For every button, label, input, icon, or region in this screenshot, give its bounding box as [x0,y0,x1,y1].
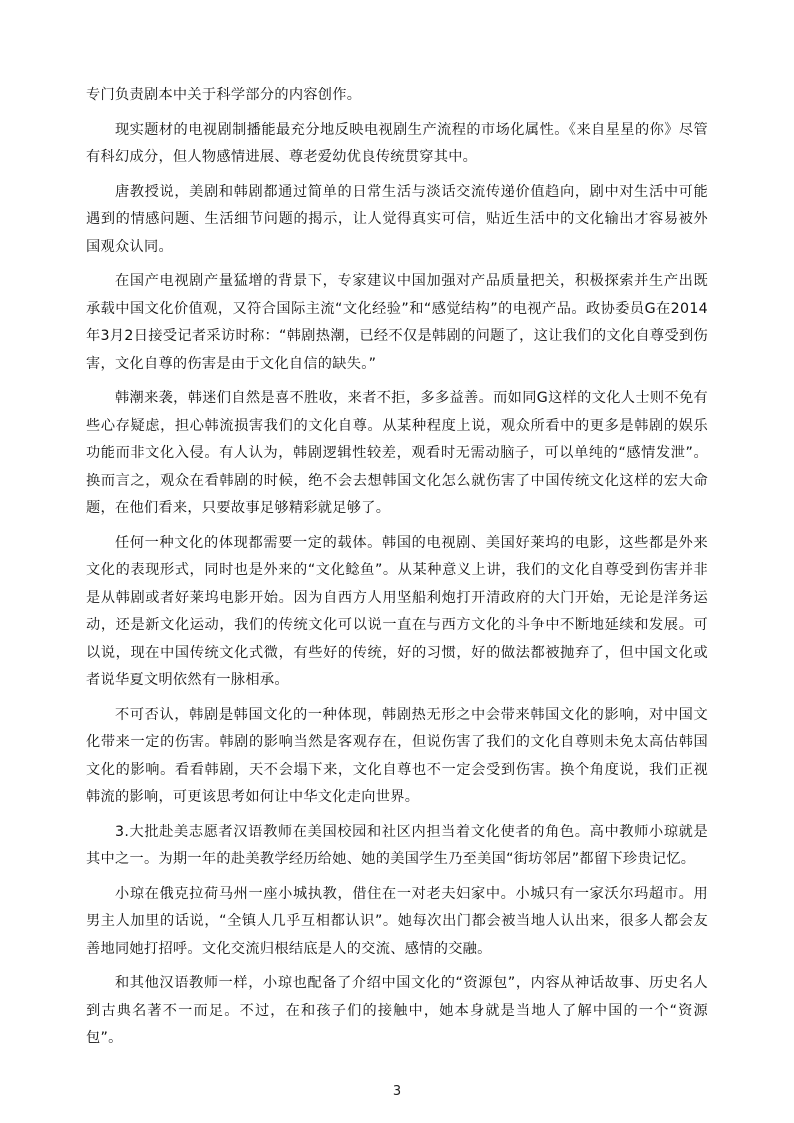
paragraph: 不可否认，韩剧是韩国文化的一种体现，韩剧热无形之中会带来韩国文化的影响，对中国文化带来一定的伤害。韩剧的影响当然是客观存在，但说伤害了我们的文化自尊则未免太高估韩国文化的影响。看看韩剧，天不会塌下来，文化自尊也不一定会受到伤害。换个角度说，我们正视韩流的影响，可更该思考如何让中华文化走向世界。 [86,706,708,805]
page-number: 3 [392,1084,402,1099]
paragraph: 现实题材的电视剧制播能最充分地反映电视剧生产流程的市场化属性。《来自星星的你》尽管有科幻成分，但人物感情进展、尊老爱幼优良传统贯穿其中。 [86,121,708,165]
paragraph: 韩潮来袭，韩迷们自然是喜不胜收，来者不拒，多多益善。而如同G这样的文化人士则不免有些心存疑虑，担心韩流损害我们的文化自尊。从某种程度上说，观众所看中的更多是韩剧的娱乐功能而非文化入侵。有人认为，韩剧逻辑性较差，观看时无需动脑子，可以单纯的“感情发泄”。换而言之，观众在看韩剧的时候，绝不会去想韩国文化怎么就伤害了中国传统文化这样的宏大命题，在他们看来，只要故事足够精彩就足够了。 [86,390,708,516]
paragraph: 3.大批赴美志愿者汉语教师在美国校园和社区内担当着文化使者的角色。高中教师小琼就是其中之一。为期一年的赴美教学经历给她、她的美国学生乃至美国“街坊邻居”都留下珍贵记忆。 [86,823,708,867]
document-body [86,82,708,1060]
paragraph: 唐教授说，美剧和韩剧都通过简单的日常生活与淡话交流传递价值趋向，剧中对生活中可能遇到的情感问题、生活细节问题的揭示，让人觉得真实可信，贴近生活中的文化输出才容易被外国观众认同。 [86,183,708,255]
paragraph: 小琼在俄克拉荷马州一座小城执教，借住在一对老夫妇家中。小城只有一家沃尔玛超市。用男主人加里的话说，“全镇人几乎互相都认识”。她每次出门都会被当地人认出来，很多人都会友善地同她打招呼。文化交流归根结底是人的交流、感情的交融。 [86,885,708,957]
paragraph-continued: 专门负责剧本中关于科学部分的内容创作。 [86,87,362,103]
paragraph: 和其他汉语教师一样，小琼也配备了介绍中国文化的“资源包”，内容从神话故事、历史名人到古典名著不一而足。不过，在和孩子们的接触中，她本身就是当地人了解中国的一个“资源包”。 [86,975,708,1046]
paragraph: 在国产电视剧产量猛增的背景下，专家建议中国加强对产品质量把关，积极探索并生产出既承载中国文化价值观，又符合国际主流“文化经验”和“感觉结构”的电视产品。政协委员G在2014年3月2日接受记者采访时称：“韩剧热潮，已经不仅是韩剧的问题了，这让我们的文化自尊受到伤害，文化自尊的伤害是由于文化自信的缺失。” [86,273,708,372]
paragraph: 任何一种文化的体现都需要一定的载体。韩国的电视剧、美国好莱坞的电影，这些都是外来文化的表现形式，同时也是外来的“文化鲶鱼”。从某种意义上讲，我们的文化自尊受到伤害并非是从韩剧或者好莱坞电影开始。因为自西方人用坚船利炮打开清政府的大门开始，无论是洋务运动，还是新文化运动，我们的传统文化可以说一直在与西方文化的斗争中不断地延续和发展。可以说，现在中国传统文化式微，有些好的传统，好的习惯，好的做法都被抛弃了，但中国文化或者说华夏文明依然有一脉相承。 [86,534,708,688]
